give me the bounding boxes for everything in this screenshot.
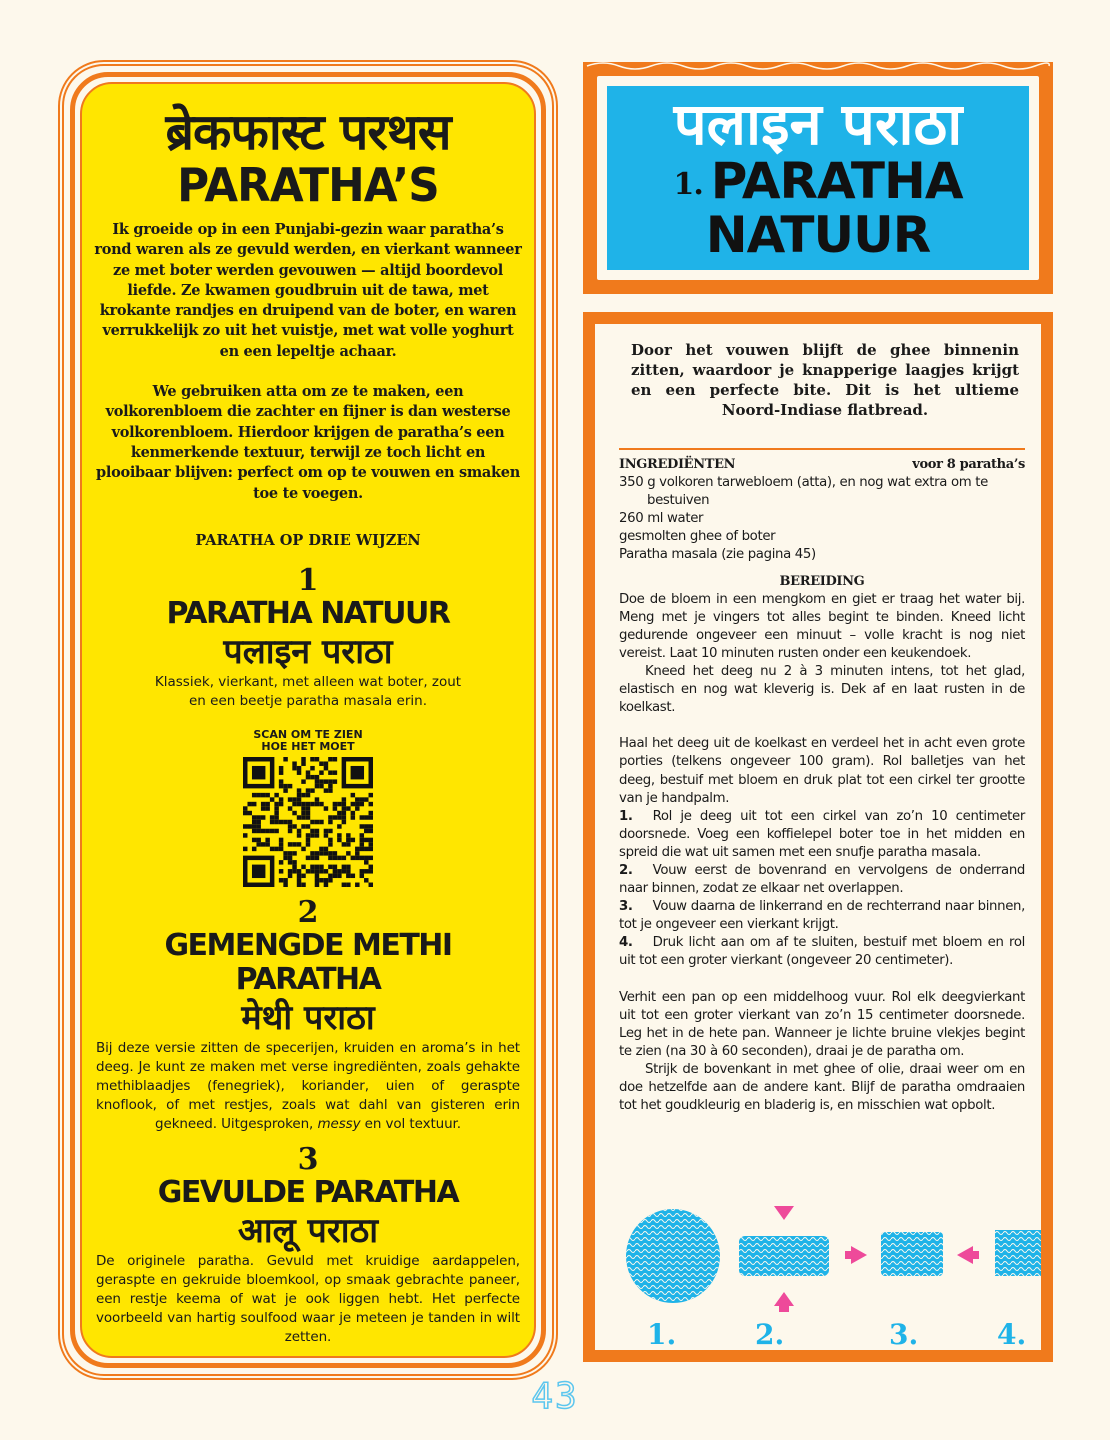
method-step [619,898,1025,934]
description-text: en vol textuur. [360,1115,461,1132]
variant-hindi-title: पलाइन पराठा [223,631,393,672]
illustration-label: 1. [647,1318,677,1351]
variant-description: Klassiek, vierkant, met alleen wat boter, zout en een beetje paratha masala erin. [154,673,462,709]
variant-hindi-title: आलू पराठा [237,1210,379,1251]
description-text: Bij deze versie zitten de specerijen, kruiden en aroma’s in het deeg. Je kunt ze maken met verse ingrediënten, zoals gehakte methiblaadjes (fenegriek), koriander, uien of geraspte knoflook, of met restjes, zoals wat dahl van gisteren erin gekneed. Uitgesproken, [96,1039,520,1132]
scan-caption-line: HOE HET MOET [261,739,355,753]
variants-heading: PARATHA OP DRIE WIJZEN [195,531,421,549]
ingredients-heading: INGREDIËNTEN [619,457,736,472]
page-title: PARATHA’S [177,158,439,212]
variant-number: 3 [297,1141,319,1177]
ingredients-list [619,474,1025,564]
variant-title: GEMENGDE METHI PARATHA [164,927,452,997]
step-text: Druk licht aan om af te sluiten, bestuif met bloem en rol uit tot een groter vierkant (ongeveer 20 centimeter). [619,935,1025,969]
step-4-square-icon [995,1230,1041,1276]
variant-description [94,1039,522,1134]
recipe-frame [583,312,1053,1362]
scan-caption-line: SCAN OM TE ZIEN [253,727,363,741]
description-emphasis: messy [317,1115,361,1132]
intro-paragraph: We gebruiken atta om ze te maken, een volkorenbloem die zachter en fijner is dan westerse volkorenbloem. Hierdoor krijgen de paratha’s een kenmerkende textuur, terwijl ze toch licht en plooibaar blijven: perfect om op te vouwen en smaken toe te voegen. [96,383,520,502]
method-paragraph: Verhit een pan op een middelhoog vuur. Rol elk deegvierkant uit tot een groter vierkant van zo’n 15 centimeter doorsnede. Leg het in de hete pan. Wanneer je lichte bruine vlekjes begint te zien (na 30 à 60 seconden), draai je de paratha om. [619,989,1025,1059]
step-text: Rol je deeg uit tot een cirkel van zo’n 10 centimeter doorsnede. Voeg een koffielepel boter toe in het midden en spreid die wat uit samen met een snufje paratha masala. [619,808,1025,860]
method-step [619,808,1025,862]
hindi-title: ब्रेकफास्ट परथस [165,103,451,161]
folding-illustrations [611,1206,1025,1356]
recipe-panel [595,324,1041,1350]
step-number: 1. [619,808,633,824]
step-2-fold-icon [739,1206,829,1312]
ingredients-header [619,456,1025,474]
method-paragraph: Strijk de bovenkant in met ghee of olie, draai weer om en doe hetzelfde aan de andere kant. Blijf de paratha omdraaien tot het goudkleurig en bladerig is, en misschien wat opbolt. [619,1061,1025,1114]
method-text [619,591,1025,1116]
step-text: Vouw eerst de bovenrand en vervolgens de onderrand naar binnen, zodat ze elkaar net overlappen. [619,862,1025,897]
qr-code[interactable] [243,757,373,887]
step-number: 3. [619,899,633,915]
illustration-label: 2. [755,1318,785,1351]
page-number: 43 [531,1376,579,1417]
illustration-label: 4. [997,1318,1027,1351]
step-text: Vouw daarna de linkerrand en de rechterrand naar binnen, tot je ongeveer een vierkant krijgt. [619,899,1025,933]
variant-number: 1 [297,562,319,598]
method-paragraph: Kneed het deeg nu 2 à 3 minuten intens, tot het glad, elastisch en nog wat kleverig is. Dek af en laat rusten in de koelkast. [619,664,1025,716]
step-1-dough-circle-icon [626,1209,720,1303]
recipe-hindi-title: पलाइन पराठा [673,90,963,158]
scan-caption [94,729,522,753]
ingredient-item: 350 g volkoren tarwebloem (atta), en nog wat extra om te bestuiven [619,475,988,509]
intro-paragraph: Ik groeide op in een Punjabi-gezin waar paratha’s rond waren als ze gevuld werden, en vierkant wanneer ze met boter werden gevouwen — altijd boordevol liefde. Ze kwamen goudbruin uit de tawa, met krokante randjes en druipend van de boter, en waren verrukkelijk zo uit het vuistje, met wat volle yoghurt en een lepeltje achaar. [94,221,522,360]
step-3-fold-icon [845,1232,979,1276]
variant-description: De originele paratha. Gevuld met kruidige aardappelen, geraspte en gekruide bloemkool, op smaak gebrachte paneer, een restje keema of wat je ook liggen hebt. Het perfecte voorbeeld van hartig soulfood waar je meteen je tanden in wilt zetten. [96,1252,520,1345]
intro-text [94,220,522,504]
ingredient-item: 260 ml water [619,511,704,527]
recipe-title-line: PARATHA [710,152,963,210]
folding-steps-illustration [611,1206,1057,1316]
recipe-title-line: NATUUR [705,205,931,264]
step-number: 4. [619,935,633,951]
variant-number: 2 [297,894,319,930]
intro-panel [80,82,536,1358]
recipe-title-frame [583,62,1053,294]
title-panel [607,86,1029,270]
ingredient-item: Paratha masala (zie pagina 45) [619,547,816,563]
servings: voor 8 paratha’s [912,457,1025,472]
recipe-number: 1. [673,166,703,202]
method-paragraph: Doe de bloem in een mengkom en giet er traag het water bij. Meng met je vingers tot alles begint te binden. Kneed licht gedurende ongeveer een minuut – volle kracht is nog niet vereist. Laat 10 minuten rusten onder een keukendoek. [619,591,1025,661]
step-number: 2. [619,862,633,878]
illustration-label: 3. [889,1318,919,1351]
method-step [619,934,1025,970]
method-step [619,862,1025,898]
method-heading: BEREIDING [779,573,865,589]
ingredient-item: gesmolten ghee of boter [619,529,776,545]
method-paragraph: Haal het deeg uit de koelkast en verdeel het in acht even grote porties (telkens ongeveer 100 gram). Rol balletjes van het deeg, bestuif met bloem en druk plat tot een cirkel ter grootte van je handpalm. [619,736,1025,806]
variant-title: PARATHA NATUUR [166,595,450,631]
recipe-title [607,152,1029,210]
title-inner-frame [597,76,1039,280]
variant-hindi-title: मेथी पराठा [241,997,375,1038]
recipe-lead: Door het vouwen blijft de ghee binnenin zitten, waardoor je knapperige laagjes krijgt en een perfecte bite. Dit is het ultieme Noord-Indiase flatbread. [631,341,1019,419]
variant-title: GEVULDE PARATHA [157,1174,459,1210]
